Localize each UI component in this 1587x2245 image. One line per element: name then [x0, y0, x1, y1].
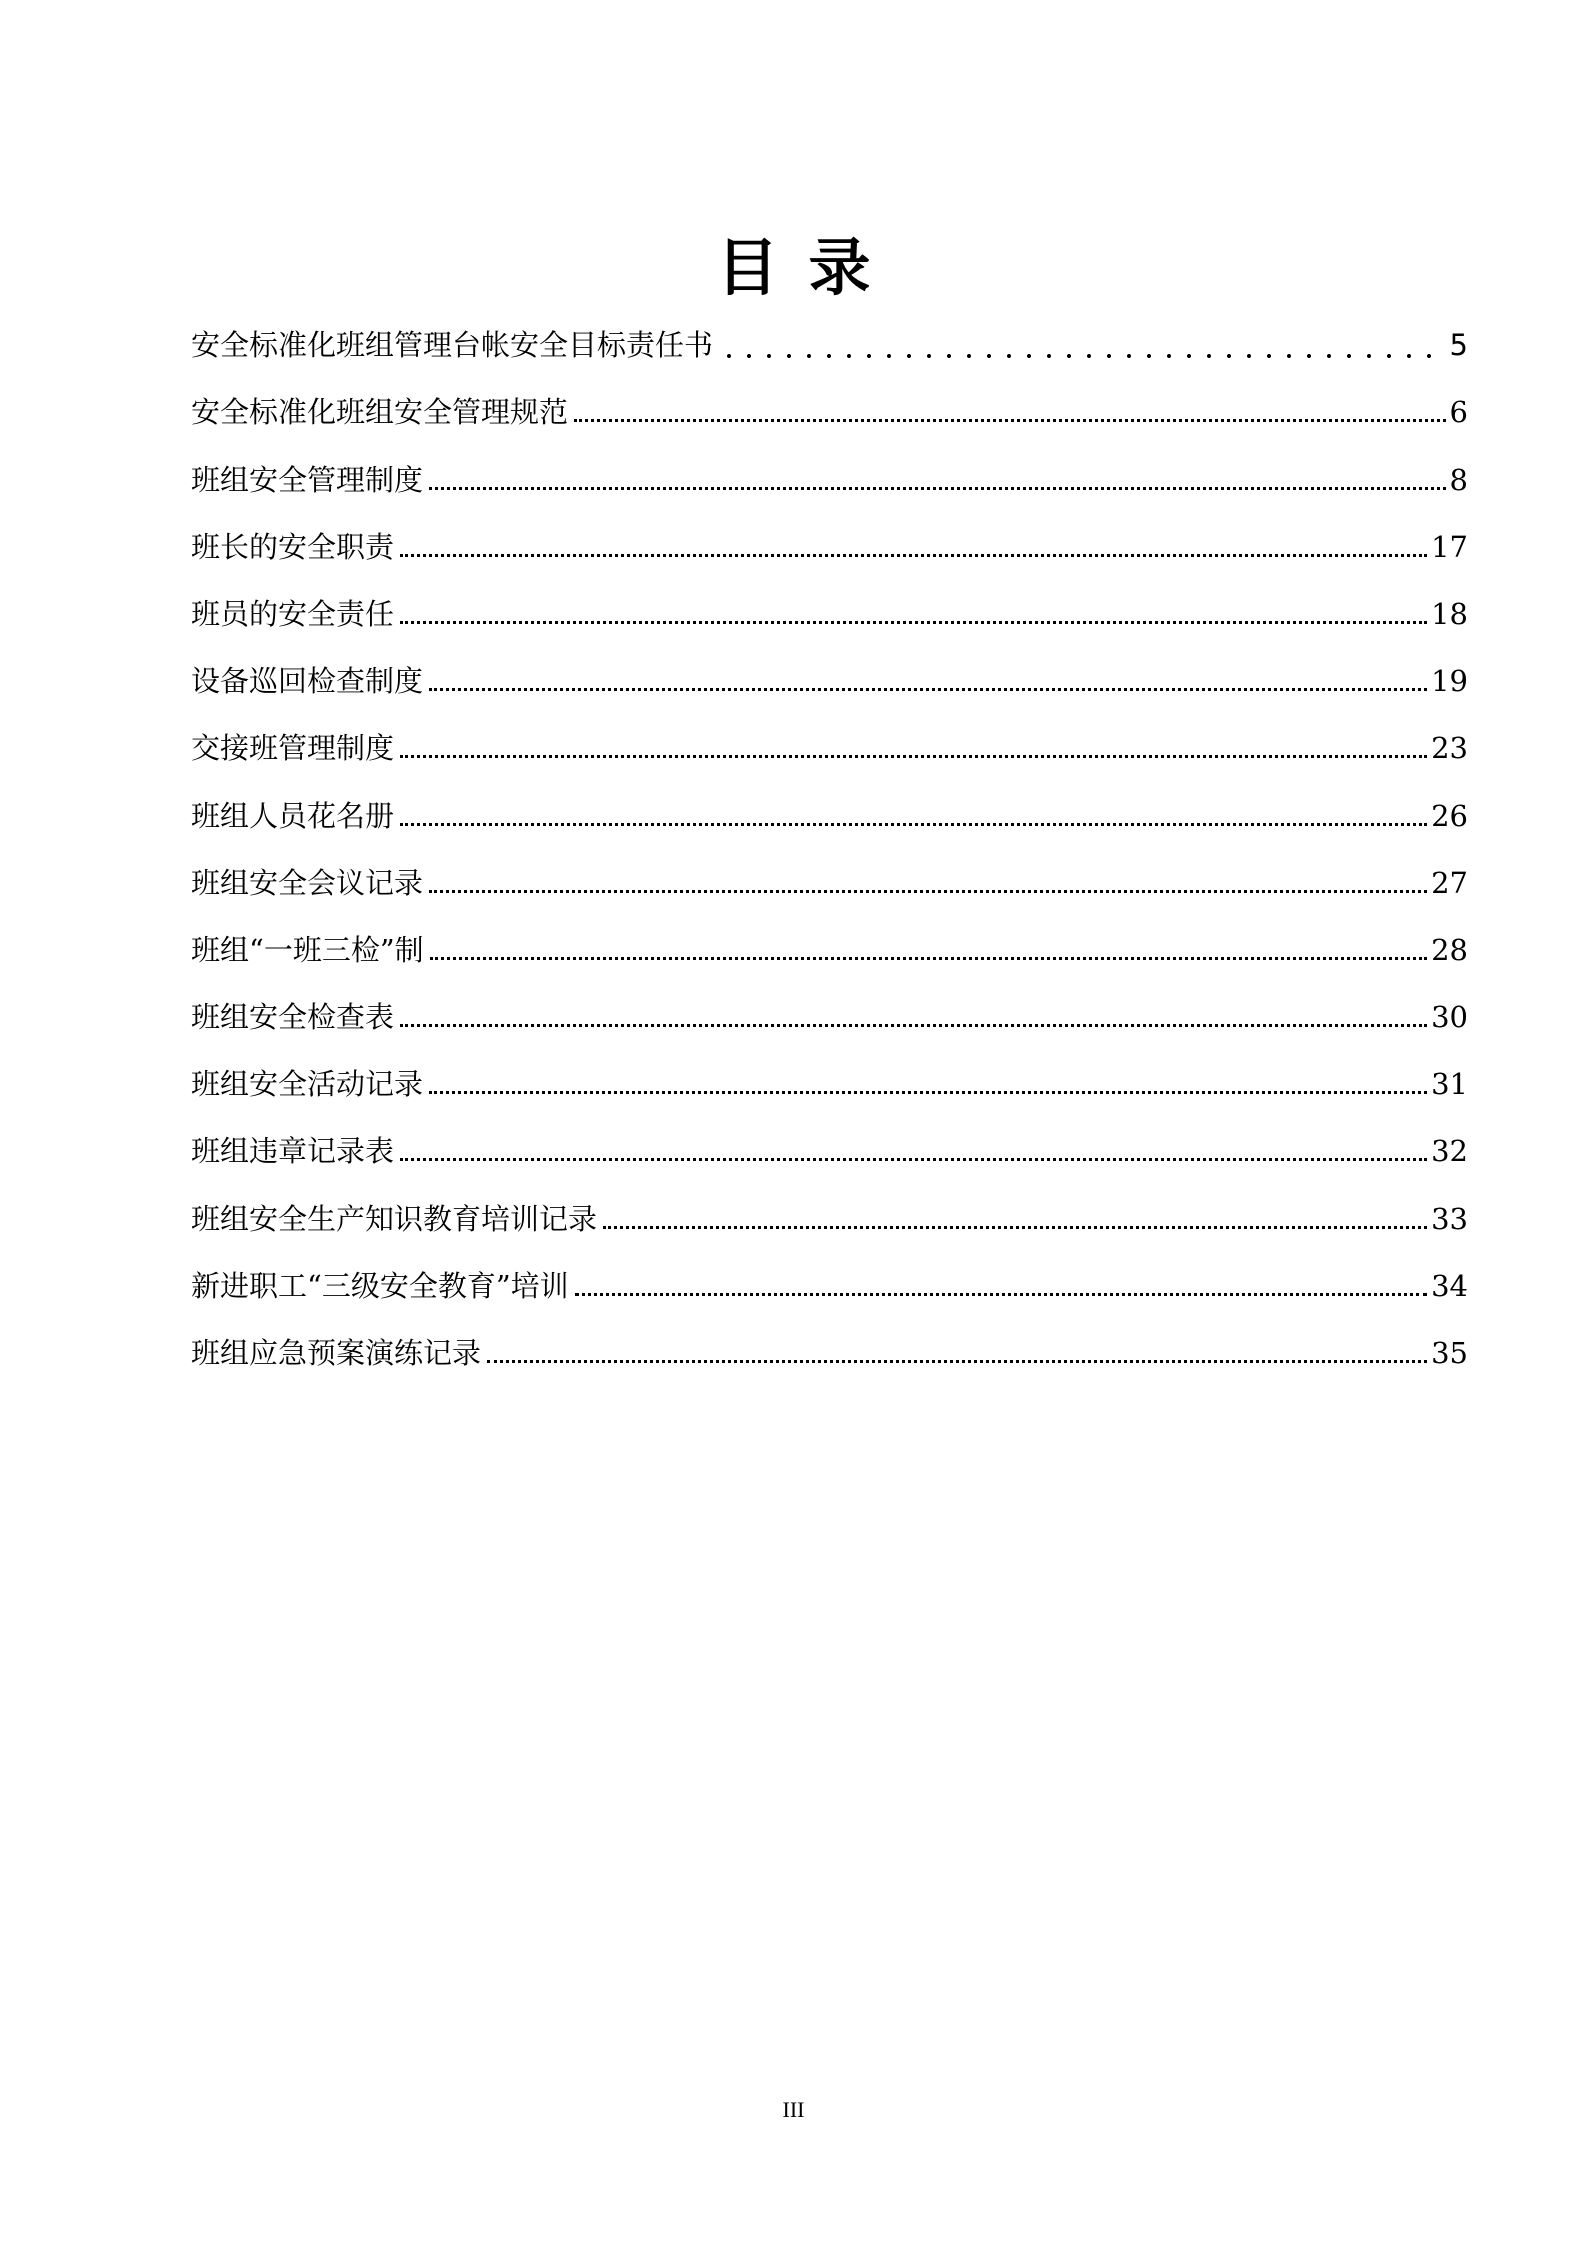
toc-dot-leader	[400, 755, 1427, 758]
toc-entry-page: 27	[1431, 865, 1468, 900]
toc-dot-leader	[400, 1158, 1427, 1161]
page-number: III	[782, 2097, 805, 2122]
toc-entry-page: 17	[1431, 529, 1468, 564]
toc-entry[interactable]	[191, 567, 1468, 634]
toc-entry[interactable]	[191, 1306, 1468, 1373]
toc-entry-page: 18	[1431, 596, 1468, 631]
page-title: 目录	[716, 230, 901, 304]
toc-entry-page: 32	[1431, 1134, 1468, 1169]
toc-dot-leader	[603, 1226, 1427, 1229]
toc-entry-title: 班组安全管理制度	[191, 462, 424, 497]
toc-entry[interactable]	[191, 365, 1468, 432]
toc-entry[interactable]	[191, 701, 1468, 768]
toc-entry-page: 6	[1449, 395, 1468, 430]
toc-entry-page: 26	[1431, 798, 1468, 833]
toc-entry-page: 5	[1449, 328, 1468, 363]
toc-entry-title: 班组“一班三检”制	[191, 932, 424, 967]
toc-entry-page: 30	[1431, 1000, 1468, 1035]
toc-entry[interactable]	[191, 1239, 1468, 1306]
toc-entry-title: 班组违章记录表	[191, 1134, 395, 1169]
toc-entry[interactable]	[191, 903, 1468, 970]
toc-dot-leader	[429, 890, 1427, 893]
toc-entry[interactable]	[191, 634, 1468, 701]
toc-entry[interactable]	[191, 432, 1468, 499]
toc-entry-title: 交接班管理制度	[191, 731, 395, 766]
toc-entry-title: 新进职工“三级安全教育”培训	[191, 1268, 569, 1303]
toc-dot-leader	[429, 487, 1446, 490]
toc-entry[interactable]	[191, 500, 1468, 567]
toc-entry-page: 23	[1431, 731, 1468, 766]
toc-dot-leader	[429, 688, 1427, 691]
toc-entry-title: 班组应急预案演练记录	[191, 1336, 482, 1370]
toc-entry[interactable]	[191, 768, 1468, 835]
toc-entry-page: 28	[1431, 932, 1468, 967]
toc-dot-leader	[400, 621, 1427, 624]
toc-dot-leader	[575, 1293, 1427, 1296]
toc-entry-title: 班组安全活动记录	[191, 1067, 424, 1102]
toc-entry[interactable]	[191, 1171, 1468, 1238]
toc-entry-page: 34	[1431, 1268, 1468, 1303]
toc-dot-leader	[400, 823, 1427, 826]
toc-entry-title: 班组安全检查表	[191, 1000, 395, 1035]
toc-entry-page: 33	[1431, 1201, 1468, 1236]
toc-entry[interactable]	[191, 1104, 1468, 1171]
toc-entry-title: 班组安全会议记录	[191, 865, 424, 900]
toc-entry[interactable]	[191, 836, 1468, 903]
toc-entry-title: 设备巡回检查制度	[191, 664, 424, 699]
toc-entry[interactable]	[191, 970, 1468, 1037]
toc-entry-title: 班员的安全责任	[191, 596, 395, 631]
toc-entry[interactable]	[191, 298, 1468, 365]
toc-dot-leader	[574, 419, 1446, 422]
toc-entry-title: 班组人员花名册	[191, 798, 395, 833]
table-of-contents	[191, 298, 1468, 1373]
toc-entry-title: 班组安全生产知识教育培训记录	[191, 1201, 598, 1236]
toc-entry-page: 19	[1431, 664, 1468, 699]
toc-entry-title: 安全标准化班组管理台帐安全目标责任书	[191, 328, 714, 363]
toc-entry-page: 35	[1431, 1336, 1468, 1370]
toc-dot-leader	[430, 957, 1427, 960]
toc-entry-page: 31	[1431, 1067, 1468, 1102]
toc-dot-leader	[400, 554, 1427, 557]
toc-entry-page: 8	[1449, 462, 1468, 497]
toc-dot-leader	[400, 1024, 1427, 1027]
toc-dot-leader	[719, 353, 1446, 359]
toc-dot-leader	[429, 1091, 1427, 1094]
toc-entry-title: 安全标准化班组安全管理规范	[191, 395, 569, 430]
toc-dot-leader	[487, 1360, 1427, 1363]
toc-entry-title: 班长的安全职责	[191, 529, 395, 564]
toc-entry[interactable]	[191, 1037, 1468, 1104]
